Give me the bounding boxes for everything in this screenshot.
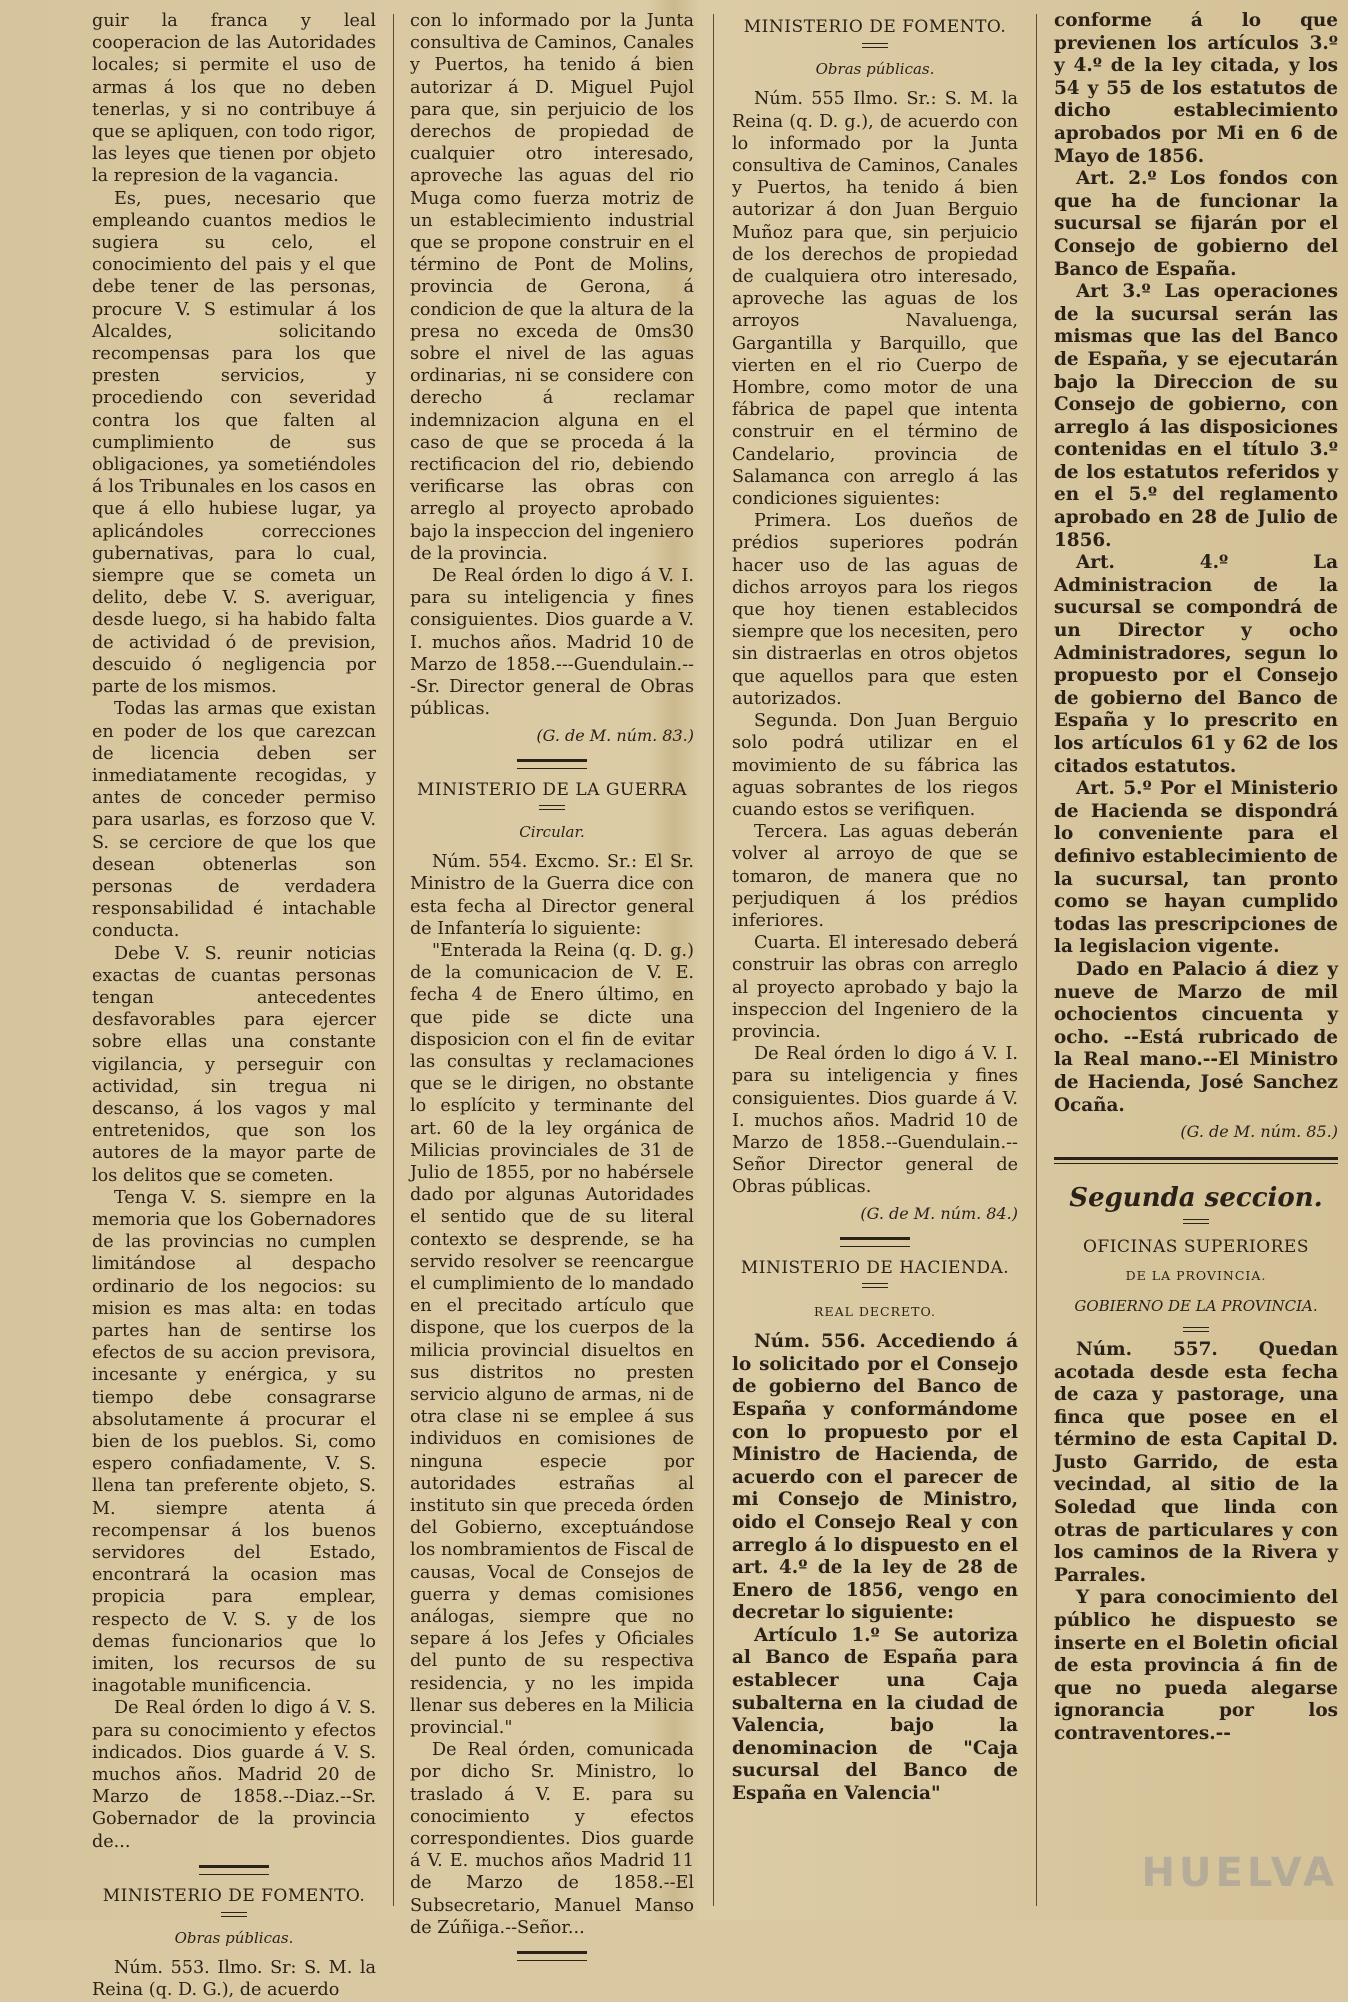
office-subheading: DE LA PROVINCIA. [1125, 1267, 1267, 1283]
paragraph: guir la franca y leal cooperacion de las Autoridades locales; si permite el uso de armas á los que no deben tenerlas, y si no contribuye á que se apliquen, con todo rigor, las leyes que tienen por objeto la represion de la vagancia. [92, 11, 376, 187]
paragraph: Art. 4.º La Administracion de la sucursal se compondrá de un Director y ocho Administradores, segun lo propuesto por el Consejo de gobierno del Banco de España y lo prescrito en los artículos 61 y 62 de los citados estatutos. [1054, 552, 1338, 777]
subheading: Obras públicas. [174, 1929, 294, 1948]
section-heading: MINISTERIO DE HACIENDA. [740, 1257, 1010, 1278]
paragraph: Núm. 556. Accediendo á lo solicitado por el Consejo de gobierno del Banco de España y conformándome con lo propuesto por el Ministro de Hacienda, de acuerdo con el parecer de mi Consejo de Ministro, oido el Consejo Real y con arreglo á lo dispuesto en el art. 4.º de la ley de 28 de Enero de 1856, vengo en decretar lo siguiente: [732, 1331, 1018, 1624]
paragraph: Art 3.º Las operaciones de la sucursal serán las mismas que las del Banco de España, y se ejecutarán bajo la Direccion de su Consejo de gobierno, con arreglo á las disposiciones contenidas en el título 3.º de los estatutos referidos y en el 5.º del reglamento aprobado en 28 de Julio de 1856. [1054, 281, 1338, 551]
ornament-rule [517, 759, 587, 769]
subheading: Obras públicas. [815, 60, 935, 79]
paragraph: De Real órden lo digo á V. I. para su inteligencia y fines consiguientes. Dios guarde a V. I. muchos años. Madrid 10 de Marzo de 1858.---Guendulain.---Sr. Director general de Obras públicas. [410, 566, 694, 720]
column-2 [410, 10, 694, 1938]
paragraph: Tenga V. S. siempre en la memoria que los Gobernadores de las provincias no cumplen limitándose al despacho ordinario de los negocios: su mision es mas alta: en todas partes han de sentirse los efectos de su accion previsora, incesante y enérgica, y su tiempo debe consagrarse absolutamente á procurar el bien de los pueblos. Si, como espero confiadamente, V. S. llena tan preferente objeto, S. M. siempre atenta á recompensar á los buenos servidores del Estado, encontrará la ocasion mas propicia para emplear, respecto de V. S. y de los demas funcionarios que lo imiten, los recursos de su inagotable munificencia. [92, 1187, 376, 1697]
dash-ornament [410, 803, 694, 817]
dash-ornament [1054, 1216, 1338, 1230]
paragraph: Núm. 557. Quedan acotada desde esta fecha de caza y pastorage, una finca que posee en el término de esta Capital D. Justo Garrido, de esta vecindad, al sitio de la Soledad que linda con otras de particulares y con los caminos de la Rivera y Parrales. [1054, 1338, 1338, 1586]
paragraph: Todas las armas que existan en poder de los que carezcan de licencia deben ser inmediatamente recogidas, y antes de conceder permiso para usarlas, es forzoso que V. S. se cerciore de que los que desean obtenerlas son personas de verdadera responsabilidad é intachable conducta. [92, 699, 376, 942]
dash-ornament [732, 1281, 1018, 1295]
paragraph: con lo informado por la Junta consultiva de Caminos, Canales y Puertos, ha tenido á bien autorizar á D. Miguel Pujol para que, sin perjuicio de los derechos de propiedad de cualquier otro interesado, aproveche las aguas del rio Muga como fuerza motriz de un establecimiento industrial que se propone construir en el término de Pont de Molins, provincia de Gerona, á condicion de que la altura de la presa no exceda de 0ms30 sobre el nivel de las aguas ordinarias, ni se considere con derecho á reclamar indemnizacion alguna en el caso de que se proceda á la rectificacion del rio, debiendo verificarse las obras con arreglo al proyecto aprobado bajo la inspeccion del ingeniero de la provincia. [410, 11, 694, 564]
dash-ornament [732, 40, 1018, 54]
section-rule [1054, 1157, 1338, 1164]
paragraph: De Real órden lo digo á V. I. para su inteligencia y fines consiguientes. Dios guarde á V. I. muchos años. Madrid 10 de Marzo de 1858.--Guendulain.--Señor Director general de Obras públicas. [732, 1044, 1018, 1198]
subheading: REAL DECRETO. [814, 1303, 936, 1319]
paragraph: "Enterada la Reina (q. D. g.) de la comunicacion de V. E. fecha 4 de Enero último, en que pide se dicte una disposicion con el fin de evitar las consultas y reclamaciones que se le dirigen, no obstante lo esplícito y terminante del art. 60 de la ley orgánica de Milicias provinciales de 31 de Julio de 1855, por no habérsele dado por algunas Autoridades el sentido que de su literal contexto se desprende, se ha servido resolver se reencargue el cumplimiento de lo mandado en el precitado artículo que dispone, que los cuerpos de la milicia provincial disueltos en sus distritos no presten servicio alguno de armas, ni de otra clase ni se emplee á sus individuos en comisiones de ninguna especie por autoridades estrañas al instituto sin que preceda órden del Gobierno, exceptuándose los nombramientos de Fiscal de causas, Vocal de Consejos de guerra y demas comisiones análogas, siempre que no separe á los Jefes y Oficiales del punto de su respectiva residencia, y no les impida llenar sus deberes en la Milicia provincial." [410, 940, 694, 1739]
paragraph: Núm. 553. Ilmo. Sr: S. M. la Reina (q. D. G.), de acuerdo [92, 1958, 376, 2001]
paragraph: De Real órden, comunicada por dicho Sr. Ministro, lo traslado á V. E. para su conocimiento y efectos correspondientes. Dios guarde á V. E. muchos años Madrid 11 de Marzo de 1858.--El Subsecretario, Manuel Manso de Zúñiga.--Señor... [410, 1740, 694, 1938]
paragraph: Segunda. Don Juan Berguio solo podrá utilizar en el movimiento de su fábrica las aguas sobrantes de los riegos cuando estos se verifiquen. [732, 711, 1018, 820]
column-divider [1036, 14, 1037, 1906]
subheading: Circular. [519, 822, 585, 841]
dash-ornament [1054, 1325, 1338, 1339]
column-divider [393, 14, 394, 1906]
column-divider [713, 14, 714, 1906]
citation: (G. de M. núm. 84.) [860, 1203, 1018, 1223]
library-watermark: HUELVA [1141, 1850, 1338, 1896]
citation: (G. de M. núm. 83.) [536, 725, 694, 745]
paragraph: Art. 2.º Los fondos con que ha de funcionar la sucursal se fijarán por el Consejo de gobierno del Banco de España. [1054, 168, 1338, 280]
paragraph: Cuarta. El interesado deberá construir las obras con arreglo al proyecto aprobado y bajo la inspeccion del Ingeniero de la provincia. [732, 933, 1018, 1042]
dash-ornament [92, 1909, 376, 1923]
paragraph: Debe V. S. reunir noticias exactas de cuantas personas tengan antecedentes desfavorables para ejercer sobre ellas una constante vigilancia, y perseguir con actividad, sin tregua ni descanso, á los vagos y mal entretenidos, que son los autores de la mayor parte de los delitos que se cometen. [92, 943, 376, 1186]
paragraph: Tercera. Las aguas deberán volver al arroyo de que se tomaron, de manera que no perjudiquen á los prédios inferiores. [732, 822, 1018, 931]
column-1 [92, 10, 376, 2001]
paragraph: conforme á lo que previenen los artículos 3.º y 4.º de la ley citada, y los 54 y 55 de los estatutos de dicho establecimiento aprobados por Mi en 6 de Mayo de 1856. [1054, 10, 1338, 167]
paragraph: Núm. 555 Ilmo. Sr.: S. M. la Reina (q. D. g.), de acuerdo con lo informado por la Junta consultiva de Caminos, Canales y Puertos, ha tenido á bien autorizar á don Juan Berguio Muñoz para que, sin perjuicio de los derechos de propiedad de cualquiera otro interesado, aproveche las aguas de los arroyos Navaluenga, Gargantilla y Barquillo, que vierten en el rio Cuerpo de Hombre, como motor de una fábrica de papel que intenta construir en el término de Candelario, provincia de Salamanca con arreglo á las condiciones siguientes: [732, 89, 1018, 510]
paragraph: Y para conocimiento del público he dispuesto se inserte en el Boletin oficial de esta provincia á fin de que no pueda alegarse ignorancia por los contraventores.-- [1054, 1587, 1338, 1744]
column-4 [1054, 10, 1338, 1910]
paragraph: Es, pues, necesario que empleando cuantos medios le sugiera su celo, el conocimiento del pais y el que debe tener de las personas, procure V. S estimular á los Alcaldes, solicitando recompensas para los que presten servicios, y procediendo con severidad contra los que falten al cumplimiento de sus obligaciones, ya sometiéndoles á los Tribunales en los casos en que á ello hubiese lugar, ya aplicándoles correcciones gubernativas, para lo cual, siempre que se cometa un delito, debe V. S. averiguar, desde luego, si ha habido falta de actividad ó de prevision, descuido ó negligencia por parte de los mismos. [92, 188, 376, 698]
paragraph: Art. 5.º Por el Ministerio de Hacienda se dispondrá lo conveniente para el definivo establecimiento de la sucursal, tan pronto como se hayan cumplido todas las prescripciones de la legislacion vigente. [1054, 778, 1338, 958]
office-heading: OFICINAS SUPERIORES [1082, 1237, 1309, 1258]
ornament-rule [199, 1865, 269, 1875]
paragraph: Primera. Los dueños de prédios superiores podrán hacer uso de las aguas de dichos arroyos para los riegos que hoy tienen establecidos siempre que los necesiten, pero sin distraerlas en otros objetos que aquellos para que esten autorizados. [732, 511, 1018, 709]
column-3 [732, 10, 1018, 1910]
subheading: GOBIERNO DE LA PROVINCIA. [1074, 1296, 1318, 1315]
paragraph: De Real órden lo digo á V. S. para su conocimiento y efectos indicados. Dios guarde á V. S. muchos años. Madrid 20 de Marzo de 1858.--Diaz.--Sr. Gobernador de la provincia de... [92, 1698, 376, 1852]
section-heading: MINISTERIO DE FOMENTO. [743, 17, 1007, 37]
section-heading: MINISTERIO DE LA GUERRA [416, 779, 688, 800]
paragraph: Dado en Palacio á diez y nueve de Marzo de mil ochocientos cincuenta y ocho. --Está rubricado de la Real mano.--El Ministro de Hacienda, José Sanchez Ocaña. [1054, 958, 1338, 1116]
paragraph: Núm. 554. Excmo. Sr.: El Sr. Ministro de la Guerra dice con esta fecha al Director general de Infantería lo siguiente: [410, 852, 694, 939]
ornament-rule [840, 1237, 910, 1247]
section-title: Segunda seccion. [1069, 1183, 1323, 1214]
citation: (G. de M. núm. 85.) [1180, 1122, 1338, 1142]
paragraph: Artículo 1.º Se autoriza al Banco de España para establecer una Caja subalterna en la ciudad de Valencia, bajo la denominacion de "Caja sucursal del Banco de España en Valencia" [732, 1624, 1018, 1805]
ornament-rule [517, 1951, 587, 1961]
section-heading: MINISTERIO DE FOMENTO. [102, 1885, 366, 1906]
